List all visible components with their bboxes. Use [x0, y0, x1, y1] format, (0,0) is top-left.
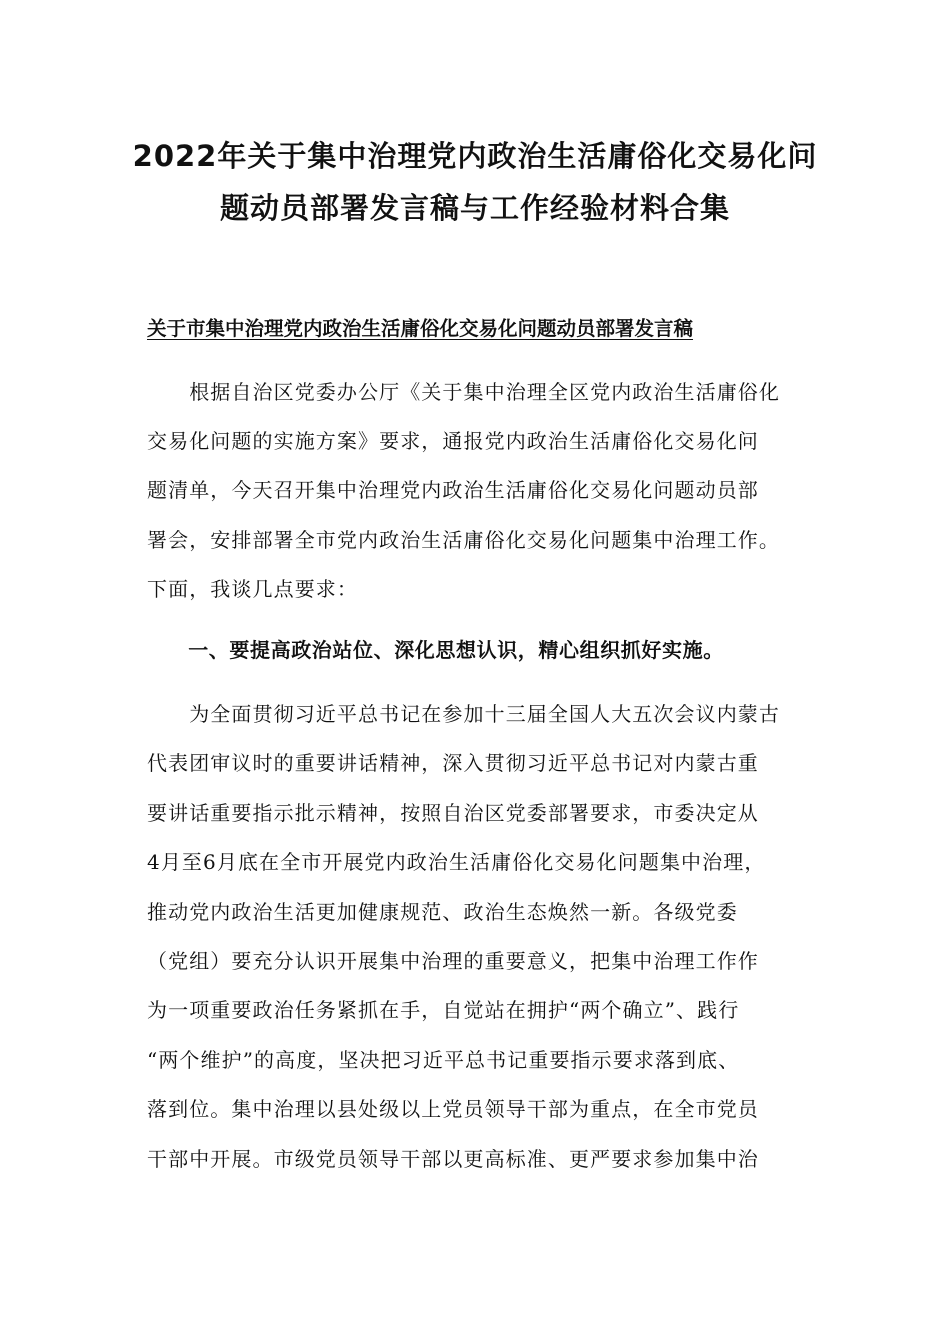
- section-heading: 关于市集中治理党内政治生活庸俗化交易化问题动员部署发言稿: [147, 317, 694, 340]
- subheading-line: 一、要提高政治站位、深化思想认识，精心组织抓好实施。: [147, 638, 724, 662]
- paragraph-line: “两个维护”的高度，坚决把习近平总书记重要指示要求落到底、: [147, 1048, 740, 1072]
- paragraph-line: 题清单，今天召开集中治理党内政治生活庸俗化交易化问题动员部: [147, 478, 759, 502]
- paragraph-line: 为全面贯彻习近平总书记在参加十三届全国人大五次会议内蒙古: [147, 702, 780, 726]
- paragraph-line: 为一项重要政治任务紧抓在手，自觉站在拥护“两个确立”、践行: [147, 998, 740, 1022]
- paragraph-line: 代表团审议时的重要讲话精神，深入贯彻习近平总书记对内蒙古重: [147, 751, 759, 775]
- paragraph-line: （党组）要充分认识开展集中治理的重要意义，把集中治理工作作: [147, 949, 759, 973]
- paragraph-line: 干部中开展。市级党员领导干部以更高标准、更严要求参加集中治: [147, 1147, 759, 1171]
- paragraph-line: 推动党内政治生活更加健康规范、政治生态焕然一新。各级党委: [147, 900, 738, 924]
- paragraph-line: 署会，安排部署全市党内政治生活庸俗化交易化问题集中治理工作。: [147, 528, 780, 552]
- paragraph-line: 落到位。集中治理以县处级以上党员领导干部为重点，在全市党员: [147, 1097, 759, 1121]
- document-title-line-2: 题动员部署发言稿与工作经验材料合集: [219, 191, 730, 225]
- paragraph-line: 下面，我谈几点要求：: [147, 577, 358, 601]
- paragraph-line: 要讲话重要指示批示精神，按照自治区党委部署要求，市委决定从: [147, 801, 759, 825]
- document-title-line-1: 2022年关于集中治理党内政治生活庸俗化交易化问: [132, 139, 818, 173]
- paragraph-line: 4月至6月底在全市开展党内政治生活庸俗化交易化问题集中治理，: [147, 850, 766, 874]
- paragraph-line: 交易化问题的实施方案》要求，通报党内政治生活庸俗化交易化问: [147, 429, 759, 453]
- paragraph-line: 根据自治区党委办公厅《关于集中治理全区党内政治生活庸俗化: [147, 380, 780, 404]
